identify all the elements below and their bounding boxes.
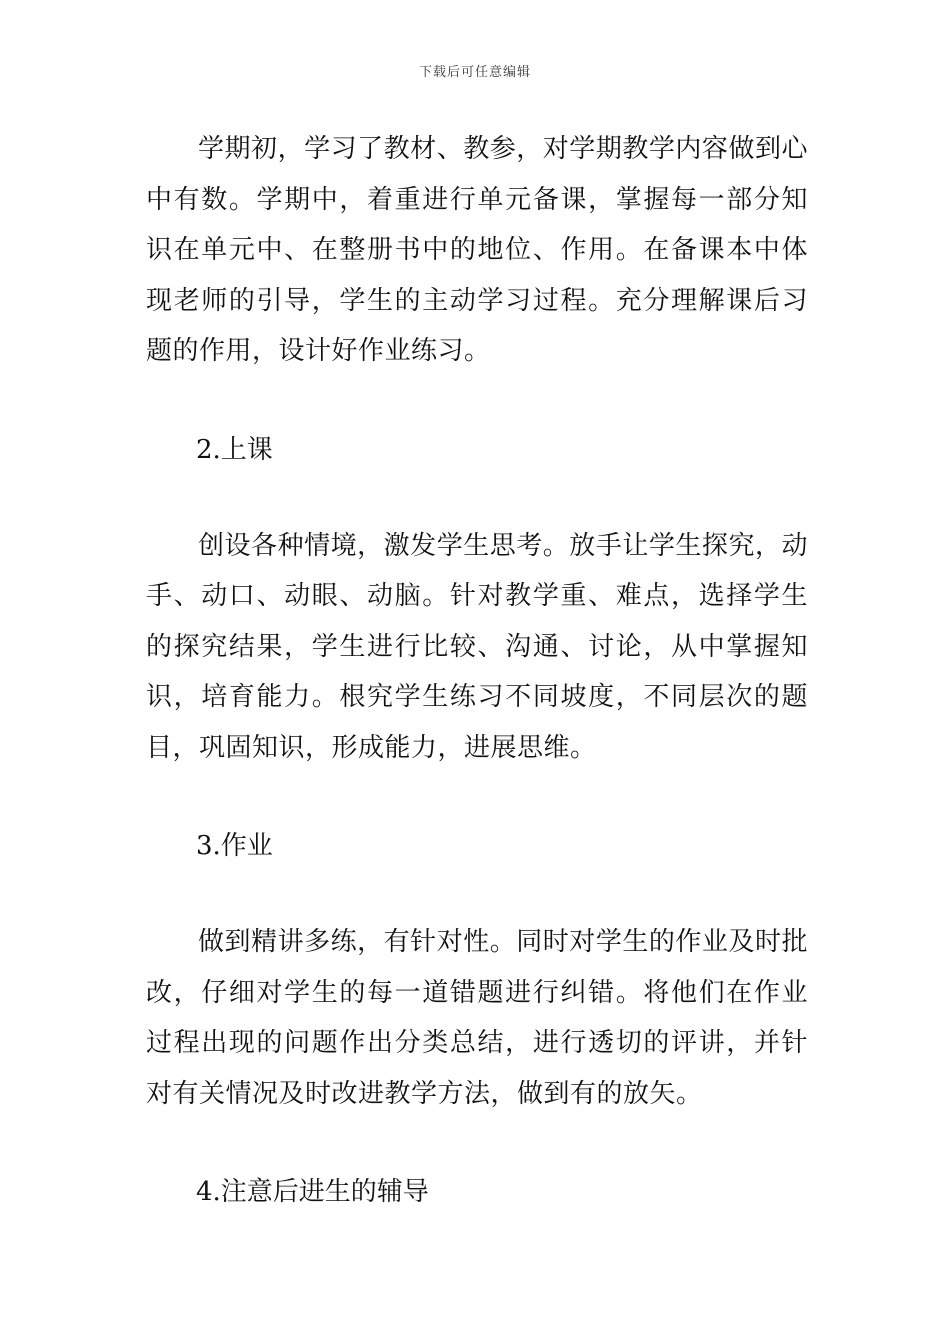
heading-homework: 3.作业 (196, 831, 273, 861)
paragraph-class: 创设各种情境，激发学生思考。放手让学生探究，动手、动口、动眼、动脑。针对教学重、难点，选择学生的探究结果，学生进行比较、沟通、讨论，从中掌握知识，培育能力。根究学生练习不同坡度，不同层次的题目，巩固知识，形成能力，进展思维。 (146, 530, 808, 763)
document-body (146, 124, 808, 1217)
heading-tutoring: 4.注意后进生的辅导 (196, 1177, 429, 1207)
heading-class: 2.上课 (196, 434, 273, 465)
page-header: 下载后可任意编辑 (418, 65, 531, 80)
paragraph-lesson-prep: 学期初，学习了教材、教参，对学期教学内容做到心中有数。学期中，着重进行单元备课，掌握每一部分知识在单元中、在整册书中的地位、作用。在备课本中体现老师的引导，学生的主动学习过程。充分理解课后习题的作用，设计好作业练习。 (146, 134, 808, 366)
paragraph-homework: 做到精讲多练，有针对性。同时对学生的作业及时批改，仔细对学生的每一道错题进行纠错。将他们在作业过程出现的问题作出分类总结，进行透切的评讲，并针对有关情况及时改进教学方法，做到有的放矢。 (146, 927, 808, 1109)
